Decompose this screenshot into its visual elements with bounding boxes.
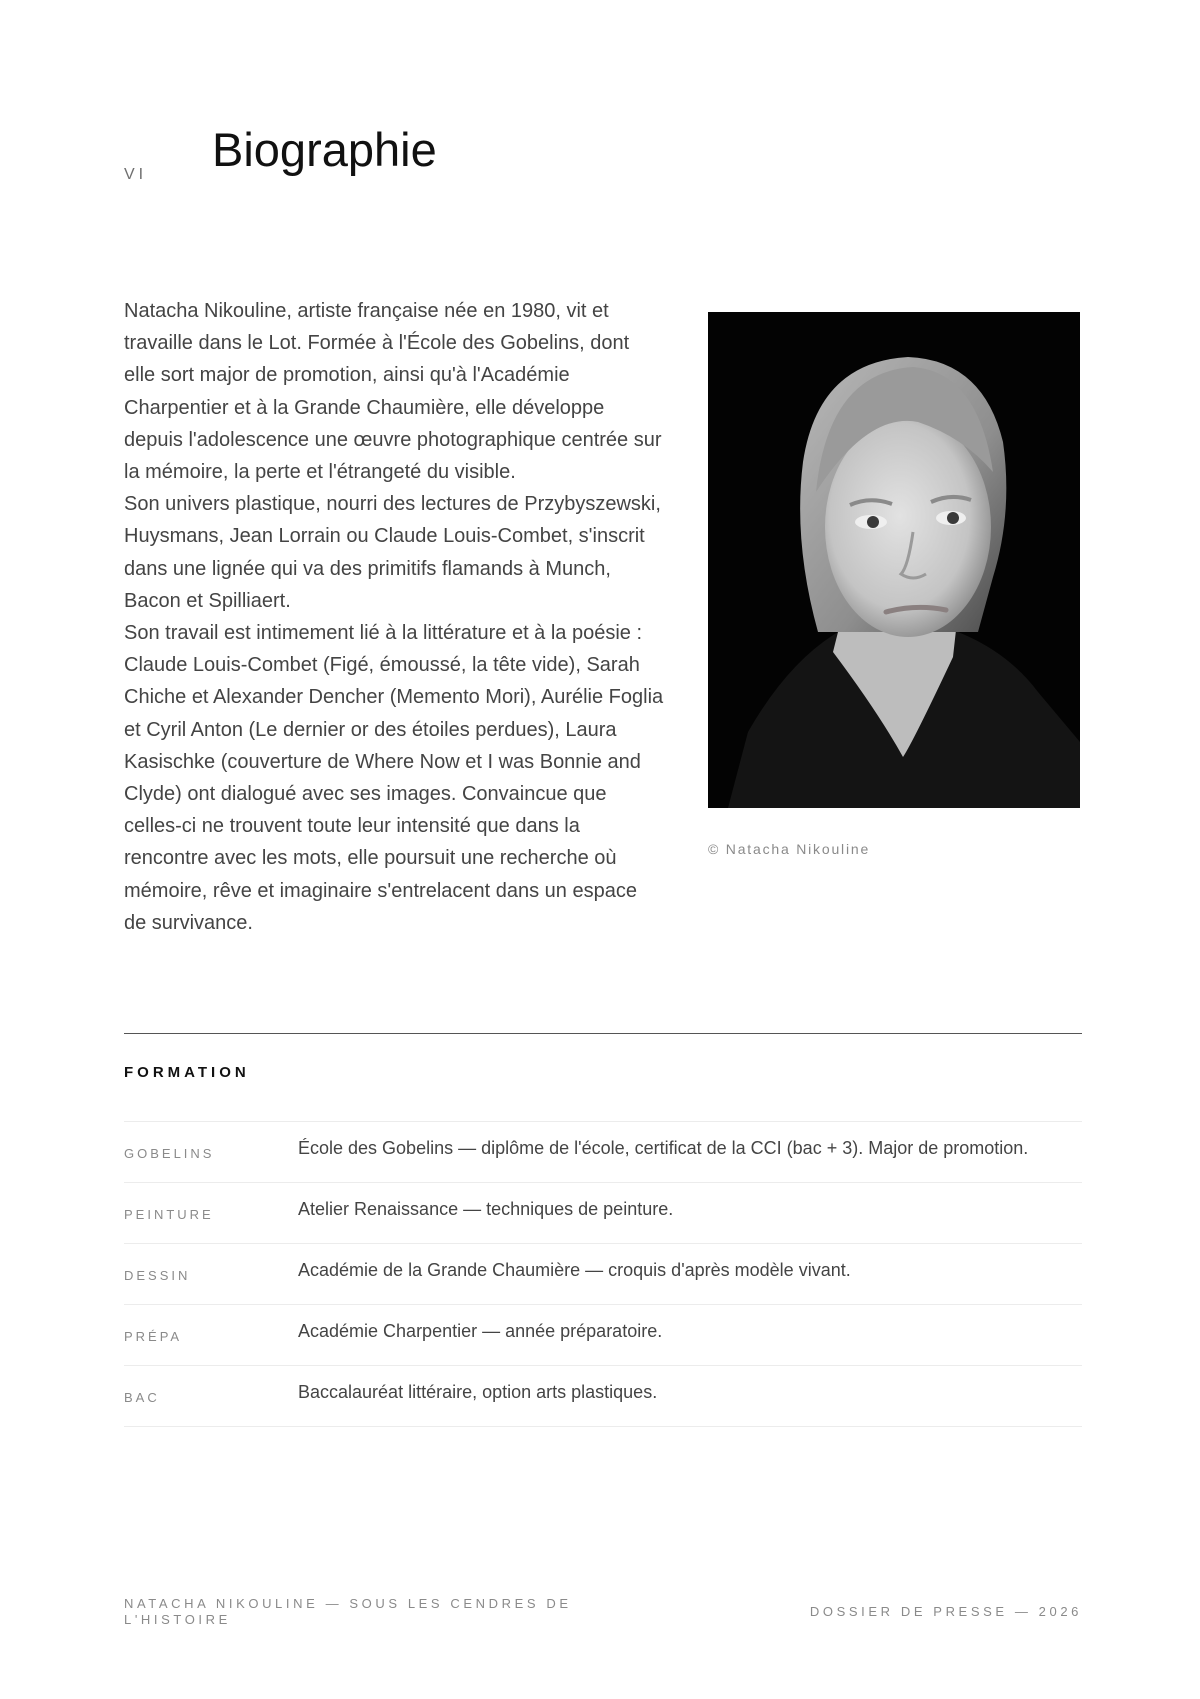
section-divider (124, 1033, 1082, 1034)
biography-paragraph: Son travail est intimement lié à la littérature et à la poésie : Claude Louis-Combet (Figé, émoussé, la tête vide), Sarah Chiche et Alexander Dencher (Memento Mori), Aurélie Foglia et Cyril Anton (Le dernier or des étoiles perdues), Laura Kasischke (couverture de Where Now et I was Bonnie and Clyde) ont dialogué avec ses images. Convaincue que celles-ci ne trouvent toute leur intensité que dans la rencontre avec les mots, elle poursuit une recherche où mémoire, rêve et imaginaire s'entrelacent dans un espace de survivance. (124, 622, 664, 934)
formation-heading: FORMATION (124, 1064, 250, 1081)
biography-paragraph: Son univers plastique, nourri des lectures de Przybyszewski, Huysmans, Jean Lorrain ou Claude Louis-Combet, s'inscrit dans une lignée qui va des primitifs flamands à Munch, Bacon et Spilliaert. (124, 493, 661, 612)
formation-key: GOBELINS (124, 1146, 215, 1161)
formation-row (124, 1122, 1082, 1183)
formation-key: PEINTURE (124, 1207, 214, 1222)
formation-key: BAC (124, 1390, 160, 1405)
formation-value: Académie de la Grande Chaumière — croquis d'après modèle vivant. (298, 1260, 851, 1280)
formation-value: Atelier Renaissance — techniques de peinture. (298, 1199, 674, 1219)
formation-row (124, 1244, 1082, 1305)
biography-text (124, 295, 664, 939)
formation-row (124, 1183, 1082, 1244)
footer-edition: DOSSIER DE PRESSE — 2026 (809, 1604, 1082, 1619)
page-title: Biographie (212, 123, 437, 176)
formation-value: Baccalauréat littéraire, option arts plastiques. (298, 1382, 658, 1402)
formation-list (124, 1121, 1082, 1427)
footer-title: NATACHA NIKOULINE — SOUS LES CENDRES DE L'HISTOIRE (124, 1596, 572, 1627)
biography-paragraph: Natacha Nikouline, artiste française née en 1980, vit et travaille dans le Lot. Formée à l'École des Gobelins, dont elle sort major de promotion, ainsi qu'à l'Académie Charpentier et à la Grande Chaumière, elle développe depuis l'adolescence une œuvre photographique centrée sur la mémoire, la perte et l'étrangeté du visible. (124, 300, 662, 484)
section-number: VI (124, 166, 148, 183)
portrait-photo (708, 312, 1080, 808)
formation-key: PRÉPA (124, 1329, 183, 1344)
formation-value: École des Gobelins — diplôme de l'école, certificat de la CCI (bac + 3). Major de promotion. (298, 1138, 1029, 1158)
formation-row (124, 1366, 1082, 1427)
formation-key: DESSIN (124, 1268, 191, 1283)
formation-value: Académie Charpentier — année préparatoire. (298, 1321, 663, 1341)
photo-credit: © Natacha Nikouline (708, 841, 871, 857)
formation-row (124, 1305, 1082, 1366)
